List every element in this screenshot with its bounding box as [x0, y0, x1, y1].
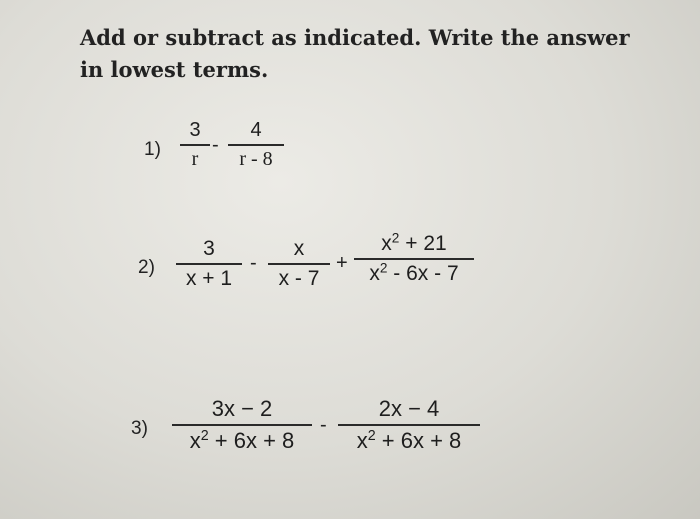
- instructions-line-1: Add or subtract as indicated. Write the answer: [80, 25, 630, 50]
- problem-3-fraction-2: [338, 396, 480, 454]
- problem-2-fraction-1: [176, 237, 242, 291]
- numerator-exponent: 2: [391, 230, 400, 246]
- numerator: x: [293, 237, 305, 260]
- fraction-bar: [338, 424, 480, 426]
- numerator: [354, 232, 474, 256]
- problem-1-fraction-1: [180, 119, 210, 171]
- numerator-base: x: [381, 232, 392, 255]
- problem-1-operator-1: -: [212, 134, 219, 156]
- denominator: r: [191, 148, 199, 170]
- instructions: [80, 22, 640, 86]
- denominator-base: x: [369, 262, 380, 285]
- denominator-exponent: 2: [367, 428, 376, 445]
- problem-2-operator-1: -: [250, 252, 257, 274]
- problem-3-operator-1: -: [320, 414, 327, 436]
- fraction-bar: [354, 258, 474, 260]
- fraction-bar: [228, 144, 284, 146]
- problem-2-operator-2: +: [336, 252, 348, 274]
- numerator: 2x − 4: [378, 396, 440, 421]
- numerator: 3x − 2: [211, 396, 273, 421]
- denominator: x + 1: [185, 267, 233, 290]
- problem-2-label: 2): [138, 257, 155, 278]
- problem-2-fraction-3: [354, 232, 474, 286]
- denominator: r - 8: [239, 148, 273, 170]
- problem-3-label: 3): [131, 418, 148, 439]
- problem-1-fraction-2: [228, 119, 284, 171]
- problem-2-fraction-2: [268, 237, 330, 291]
- fraction-bar: [176, 263, 242, 265]
- numerator-rest: + 21: [399, 232, 447, 255]
- fraction-bar: [172, 424, 312, 426]
- numerator: 3: [189, 119, 201, 141]
- numerator: 4: [250, 119, 262, 141]
- denominator-exponent: 2: [200, 428, 209, 445]
- denominator: [338, 428, 480, 454]
- denominator-base: x: [189, 428, 201, 453]
- fraction-bar: [180, 144, 210, 146]
- denominator: [172, 428, 312, 454]
- instructions-line-2: in lowest terms.: [80, 57, 269, 82]
- problem-3-fraction-1: [172, 396, 312, 454]
- fraction-bar: [268, 263, 330, 265]
- denominator-rest: + 6x + 8: [208, 428, 295, 453]
- denominator-exponent: 2: [379, 260, 388, 276]
- numerator: 3: [203, 237, 215, 260]
- denominator: x - 7: [278, 267, 320, 290]
- denominator-base: x: [356, 428, 368, 453]
- denominator-rest: + 6x + 8: [375, 428, 462, 453]
- denominator: [354, 262, 474, 286]
- denominator-rest: - 6x - 7: [387, 262, 459, 285]
- problem-1-label: 1): [144, 139, 161, 160]
